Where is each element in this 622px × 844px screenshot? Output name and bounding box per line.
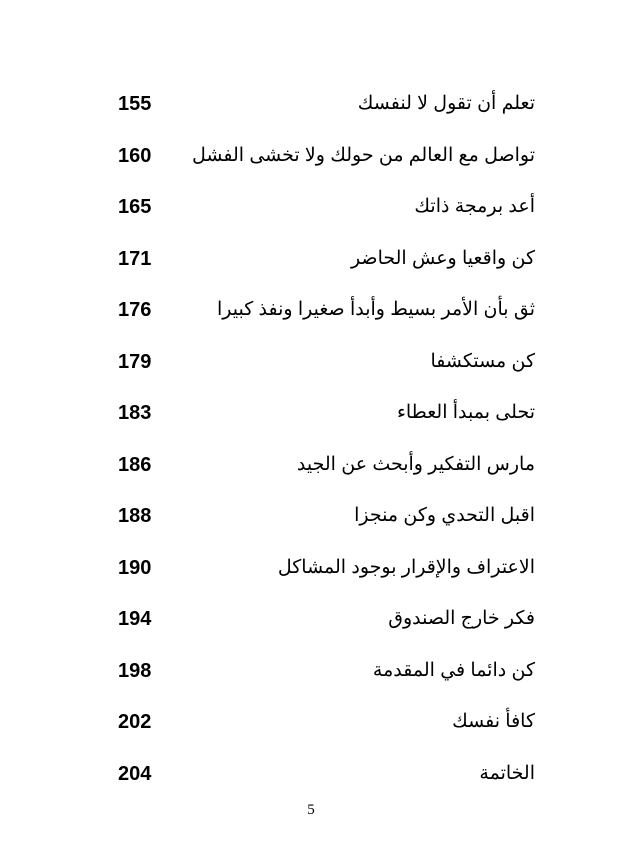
page-number: 5 [307, 802, 315, 818]
toc-entry [0, 594, 622, 646]
toc-title: تعلم أن تقول لا لنفسك [357, 93, 535, 114]
toc-page-number: 202 [118, 711, 152, 733]
toc-title: تحلى بمبدأ العطاء [396, 402, 535, 423]
toc-title: كن مستكشفا [430, 350, 535, 372]
toc-entry [0, 79, 622, 131]
toc-entry [0, 697, 622, 749]
toc-entry [0, 491, 622, 543]
toc-title: كافأ نفسك [452, 711, 535, 732]
toc-entry [0, 131, 622, 183]
toc-entry [0, 646, 622, 698]
toc-entry [0, 543, 622, 595]
toc-entry [0, 285, 622, 337]
toc-page-number: 160 [118, 144, 152, 167]
toc-title: الاعتراف والإقرار بوجود المشاكل [277, 556, 535, 578]
toc-entry [0, 388, 622, 440]
toc-title: ثق بأن الأمر بسيط وأبدأ صغيرا ونفذ كبيرا [216, 299, 535, 320]
toc-page-number: 183 [118, 402, 152, 424]
toc-page-number: 176 [118, 299, 152, 321]
toc-page-number: 198 [118, 659, 152, 682]
toc-title: فكر خارج الصندوق [388, 608, 535, 629]
toc-title: اقبل التحدي وكن منجزا [354, 505, 535, 526]
toc-page-number: 194 [118, 608, 152, 630]
toc-entry [0, 337, 622, 389]
toc-page-number: 155 [118, 93, 152, 115]
table-of-contents [0, 79, 622, 800]
toc-entry [0, 749, 622, 801]
toc-page-number: 171 [118, 247, 152, 270]
toc-page-number: 186 [118, 453, 152, 476]
toc-title: كن دائما في المقدمة [372, 659, 535, 681]
toc-title: كن واقعيا وعش الحاضر [350, 247, 535, 269]
toc-entry [0, 182, 622, 234]
toc-title: تواصل مع العالم من حولك ولا تخشى الفشل [192, 144, 535, 166]
toc-title: مارس التفكير وأبحث عن الجيد [296, 453, 535, 475]
toc-title: أعد برمجة ذاتك [414, 196, 535, 217]
toc-entry [0, 440, 622, 492]
toc-page-number: 190 [118, 556, 152, 579]
toc-entry [0, 234, 622, 286]
toc-page-number: 188 [118, 505, 152, 527]
toc-page-number: 204 [118, 762, 152, 785]
toc-page-number: 179 [118, 350, 152, 373]
toc-page-number: 165 [118, 196, 152, 218]
toc-title: الخاتمة [479, 762, 535, 784]
